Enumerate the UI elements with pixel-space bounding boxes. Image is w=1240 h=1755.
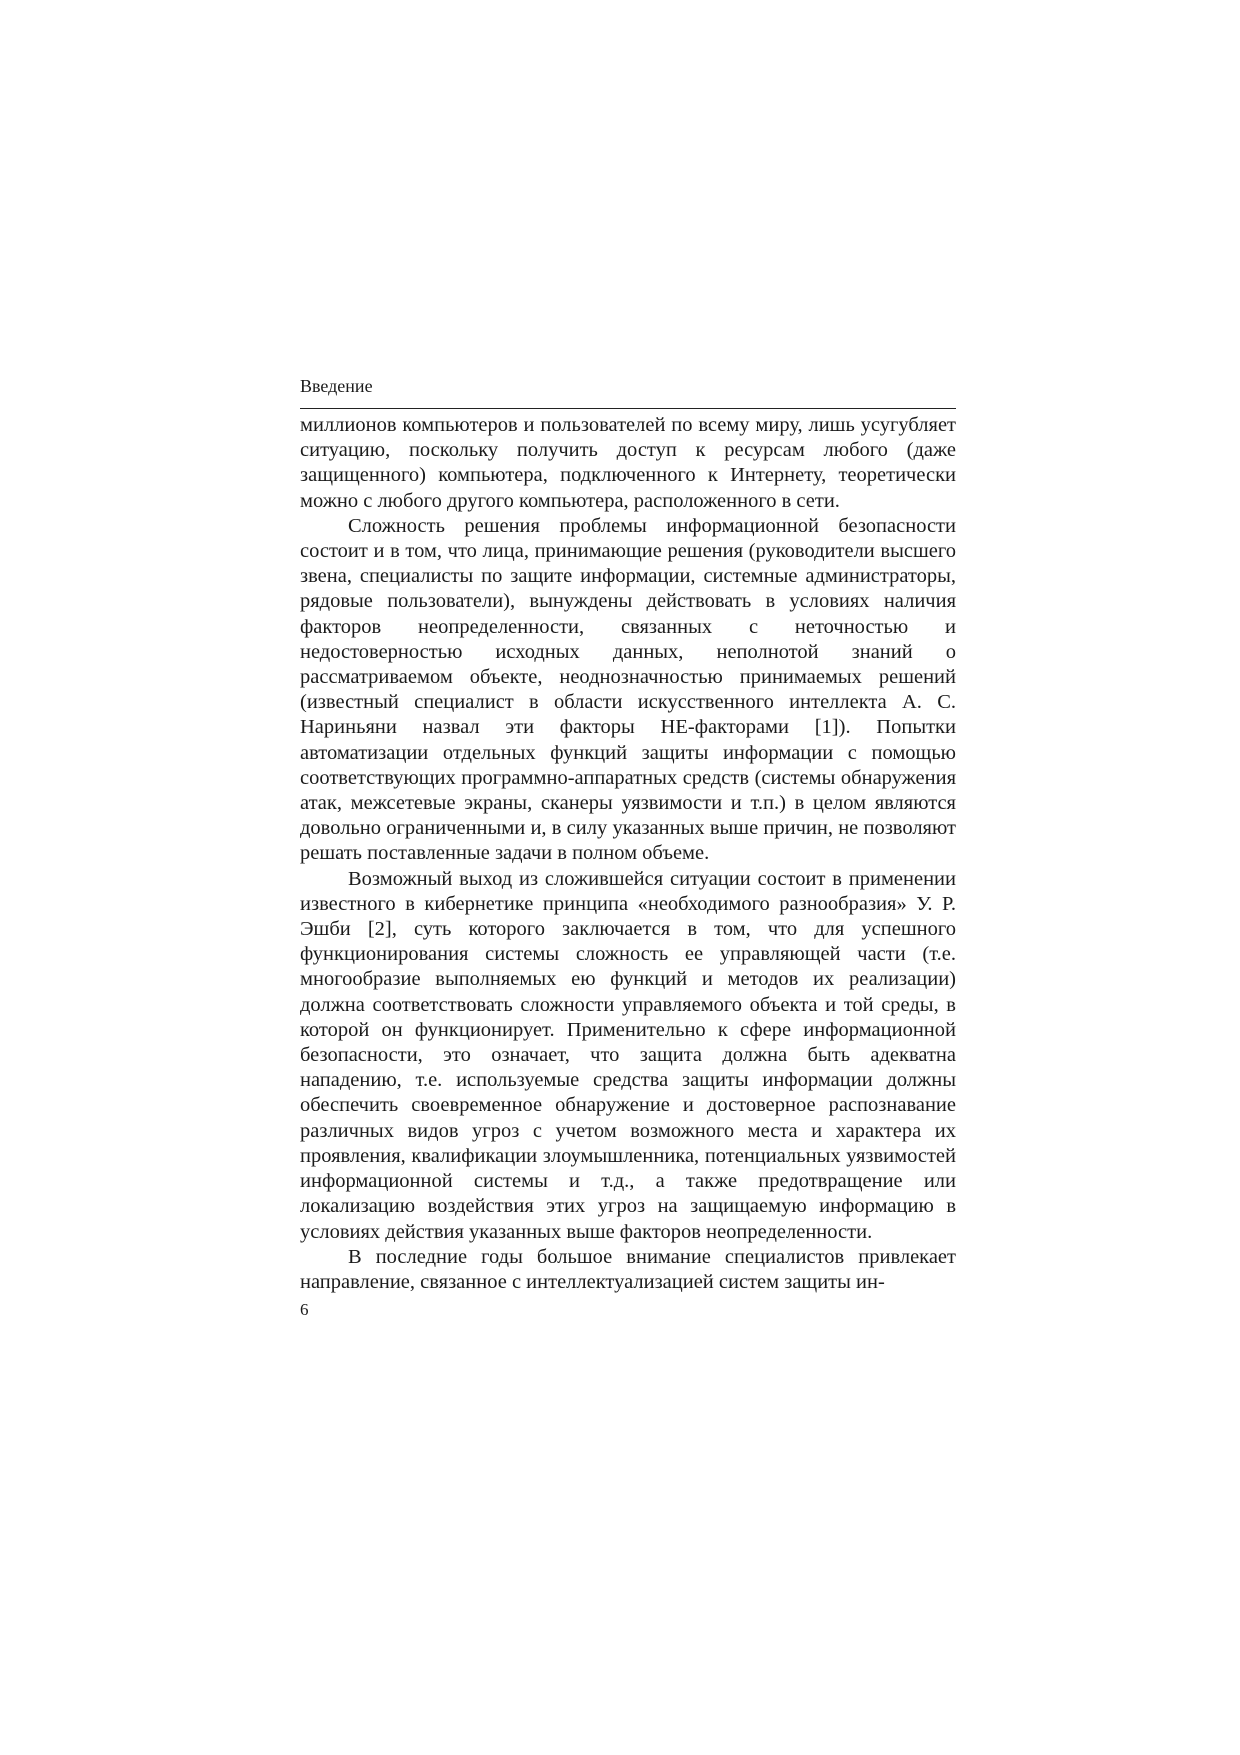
paragraph-ashby-principle: Возможный выход из сложившейся ситуации состоит в применении известного в кибернетике принципа «необходимого разнообразия» У. Р. Эшби [2], суть которого заключается в том, что для успешного функционирования системы сложность ее управляющей части (т.е. многообразие выполняемых ею функций и методов их реализации) должна соответствовать сложности управляемого объекта и той среды, в которой он функционирует. Применительно к сфере информационной безопасности, это означает, что защита должна быть адекватна нападению, т.е. используемые средства защиты информации должны обеспечить своевременное обнаружение и достоверное распознавание различных видов угроз с учетом возможного места и характера их проявления, квалификации злоумышленника, потенциальных уязвимостей информационной системы и т.д., а также предотвращение или локализацию воздействия этих угроз на защищаемую информацию в условиях действия указанных выше факторов неопределенности. [300, 867, 956, 1243]
paragraph-continuation: миллионов компьютеров и пользователей по всему миру, лишь усугубляет ситуацию, поскольку получить доступ к ресурсам любого (даже защищенного) компьютера, подключенного к Интернету, теоретически можно с любого другого компьютера, расположенного в сети. [300, 414, 956, 512]
body-text [300, 413, 956, 1295]
running-header: Введение [300, 374, 956, 409]
page-number: 6 [300, 1300, 309, 1320]
book-page [300, 374, 956, 1321]
paragraph-recent-years: В последние годы большое внимание специалистов привлекает направление, связанное с интеллектуализацией систем защиты ин- [300, 1245, 956, 1293]
paragraph-complexity: Сложность решения проблемы информационной безопасности состоит и в том, что лица, принимающие решения (руководители высшего звена, специалисты по защите информации, системные администраторы, рядовые пользователи), вынуждены действовать в условиях наличия факторов неопределенности, связанных с неточностью и недостоверностью исходных данных, неполнотой знаний о рассматриваемом объекте, неоднозначностью принимаемых решений (известный специалист в области искусственного интеллекта А. С. Нариньяни назвал эти факторы НЕ-факторами [1]). Попытки автоматизации отдельных функций защиты информации с помощью соответствующих программно-аппаратных средств (системы обнаружения атак, межсетевые экраны, сканеры уязвимости и т.п.) в целом являются довольно ограниченными и, в силу указанных выше причин, не позволяют решать поставленные задачи в полном объеме. [300, 514, 956, 865]
